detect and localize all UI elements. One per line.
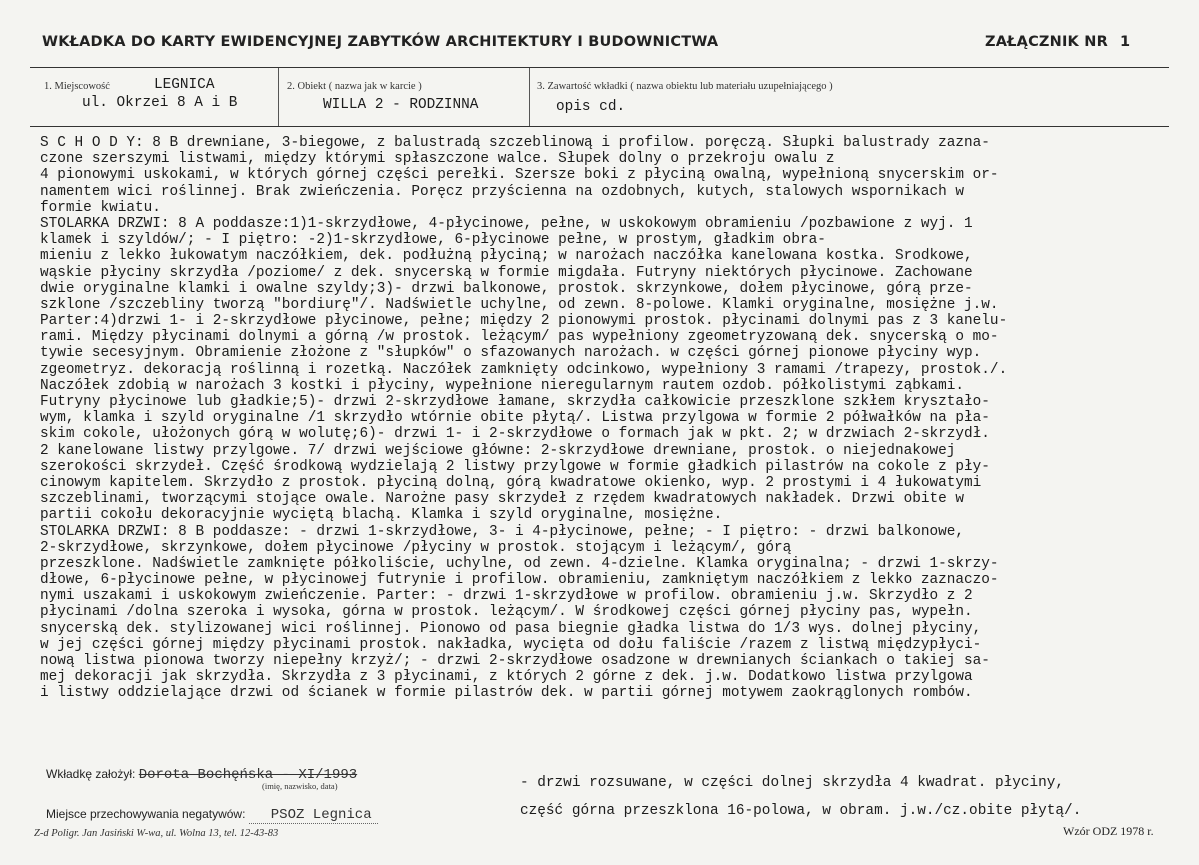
description-line: namentem wici roślinnej. Brak zwieńczenia. Poręcz przyścienna na ozdobnych, kutych, stalowych wspornikach w: [40, 183, 965, 200]
description-line: dwie oryginalne klamki i owalne szyldy;3)- drzwi balkonowe, prostok. skrzynkowe, dołem płycinowe, górą prze-: [40, 280, 973, 297]
field-2-value: WILLA 2 - RODZINNA: [323, 97, 479, 113]
description-line: Naczółek zdobią w narożach 3 kostki i płyciny, wypełnione nieregularnym rautem ozdob. półkolistymi ząbkami.: [40, 377, 965, 394]
field-1-address: ul. Okrzei 8 A i B: [82, 95, 238, 111]
card-title: WKŁADKA DO KARTY EWIDENCYJNEJ ZABYTKÓW ARCHITEKTURY I BUDOWNICTWA: [42, 34, 719, 50]
description-line: nową listwa pionowa tworzy niepełny krzyż/; - drzwi 2-skrzydłowe osadzone w drewnianych ściankach o takiej sa-: [40, 653, 990, 669]
description-line: skim cokole, ułożonych górą w wolutę;6)- drzwi 1- i 2-skrzydłowe o formach jak w pkt. 2; w drzwiach 2-skrzydł.: [40, 426, 990, 443]
description-line: partii cokołu dekoracyjnie wyciętą blachą. Klamka i szyld oryginalne, mosiężne.: [40, 507, 723, 524]
description-line: czone szerszymi listwami, między którymi spłaszczone walce. Słupek dolny o przekroju owalu z: [40, 151, 835, 168]
description-line: dłowe, 6-płycinowe pełne, w płycinowej futrynie i profilow. obramieniu, zamkniętym naczółkiem z lekko zaznaczo-: [40, 572, 999, 589]
description-line: 2-skrzydłowe, skrzynkowe, dołem płycinowe /płyciny w prostok. stojącym i leżącym/, górą: [40, 539, 792, 556]
field-divider-1: [278, 68, 279, 126]
annex-number: 1: [1119, 34, 1131, 50]
description-text: [40, 135, 1170, 702]
storage-value: PSOZ Legnica: [249, 807, 378, 824]
field-3-value: opis cd.: [556, 99, 626, 115]
description-line: szczeblinami, tworzącymi stojące owale. Narożne pasy skrzydeł z rzędem kwadratowych nakładek. Drzwi obite w: [40, 491, 965, 508]
description-line: S C H O D Y: 8 B drewniane, 3-biegowe, z balustradą szczeblinową i profilow. poręczą. Słupki balustrady zazna-: [40, 135, 990, 151]
description-line: STOLARKA DRZWI: 8 B poddasze: - drzwi 1-skrzydłowe, 3- i 4-płycinowe, pełne; - I piętro: - drzwi balkonowe,: [40, 523, 965, 540]
annex-heading: [985, 34, 1130, 50]
description-line: formie kwiatu.: [40, 199, 161, 216]
description-line: mieniu z lekko łukowatym naczółkiem, dek. podłużną płyciną; w narożach naczółka kanelowana kostka. Środkowe,: [40, 248, 973, 265]
field-1-city: LEGNICA: [154, 77, 215, 93]
description-line: przeszklone. Nadświetle zamknięte półkoliście, uchylne, od zewn. 4-dzielne. Klamka oryginalna; - drzwi 1-skrzy-: [40, 555, 999, 572]
description-line: i listwy oddzielające drzwi od ścianek w formie pilastrów dek. w partii górnej motywem zaokrąglonych rombów.: [40, 685, 973, 702]
description-line: płycinami /dolna szeroka i wysoka, górna w prostok. leżącym/. W środkowej części górnej płyciny pas, wypełn.: [40, 604, 973, 621]
description-line: wym, klamka i szyld oryginalne /1 skrzydło wtórnie obite płytą/. Listwa przylgowa w formie 2 półwałków na pła-: [40, 410, 990, 427]
description-line: tywie secesyjnym. Obramienie złożone z "słupków" o sfazowanych narożach. w części górnej pionowe płyciny wyp.: [40, 345, 982, 362]
description-line: klamek i szyldów/; - I piętro: -2)1-skrzydłowe, 6-płycinowe pełne, w prostym, gładkim obra-: [40, 232, 826, 249]
founded-label: Wkładkę założył:: [46, 767, 136, 781]
description-line: w jej części górnej między płycinami prostok. nakładka, wycięta od dołu faliście /razem z listwą międzypłyci-: [40, 636, 982, 653]
description-line: 2 kanelowane listwy przylgowe. 7/ drzwi wejściowe główne: 2-skrzydłowe drewniane, prostok. o niejednakowej: [40, 442, 956, 459]
description-line: szerokości skrzydeł. Część środkową wydzielają 2 listwy przylgowe w formie gładkich pilastrów na cokole z pły-: [40, 458, 990, 475]
field-1-label: 1. Miejscowość: [44, 81, 110, 92]
description-line: STOLARKA DRZWI: 8 A poddasze:1)1-skrzydłowe, 4-płycinowe, pełne, w uskokowym obramieniu /pozbawione z wyj. 1: [40, 215, 973, 232]
storage-row: [46, 807, 378, 823]
description-line: snycerską dek. stylizowanej wici roślinnej. Pionowo od pasa biegnie gładka listwa do 1/3 wys. dolnej płyciny,: [40, 620, 982, 637]
description-line: zgeometryz. dekoracją roślinną i rozetką. Naczółek zamknięty odcinkowo, wypełniony 3 ramami /trapezy, prostok./.: [40, 361, 1008, 378]
description-line: Futryny płycinowe lub gładkie;5)- drzwi 2-skrzydłowe łamane, skrzydła całkowicie przeszklone szkłem kryształo-: [40, 394, 990, 410]
form-pattern: Wzór ODZ 1978 r.: [1063, 824, 1154, 838]
description-line: szklone /szczebliny tworzą "bordiurę"/. Nadświetle uchylne, od zewn. 8-polowe. Klamki oryginalne, mosiężne j.w.: [40, 296, 999, 313]
description-line: mej dekoracji jak skrzydła. Skrzydła z 3 płycinami, z których 2 górne z dek. j.w. Dodatkowo listwa przylgowa: [40, 669, 973, 686]
field-2-label: 2. Obiekt ( nazwa jak w karcie ): [287, 81, 422, 92]
description-line: nymi uszakami i uskokowym zwieńczenie. Parter: - drzwi 1-skrzydłowe w profilow. obramieniu j.w. Skrzydło z 2: [40, 588, 973, 605]
tail-line-1: - drzwi rozsuwane, w części dolnej skrzydła 4 kwadrat. płyciny,: [520, 775, 1065, 791]
description-line: rami. Między płycinami dolnymi a górną /w prostok. leżącym/ pas wypełniony zgeometryzowaną dek. snycerską o mo-: [40, 329, 999, 346]
storage-label: Miejsce przechowywania negatywów:: [46, 807, 246, 821]
field-divider-2: [529, 68, 530, 126]
description-line: wąskie płyciny skrzydła /poziome/ z dek. snycerską w formie migdała. Futryny niektórych płycinowe. Zachowane: [40, 264, 973, 281]
founded-value: Dorota Bochęńska - XI/1993: [138, 767, 358, 783]
founded-hint: (imię, nazwisko, data): [262, 781, 338, 791]
header-top-rule: [30, 67, 1169, 68]
tail-line-2: część górna przeszklona 16-polowa, w obram. j.w./cz.obite płytą/.: [520, 803, 1082, 819]
header-bottom-rule: [30, 126, 1169, 127]
field-3-label: 3. Zawartość wkładki ( nazwa obiektu lub materiału uzupełniającego ): [537, 81, 833, 92]
annex-label: ZAŁĄCZNIK NR: [985, 34, 1108, 50]
description-line: cinowym kapitelem. Skrzydło z prostok. płyciną dolną, górą kwadratowe okienko, wyp. 2 prostymi i 4 łukowatymi: [40, 474, 982, 491]
description-line: Parter:4)drzwi 1- i 2-skrzydłowe płycinowe, pełne; między 2 pionowymi prostok. płycinami dolnymi pas z 3 kanelu-: [40, 313, 1008, 330]
printer-imprint: Z-d Poligr. Jan Jasiński W-wa, ul. Wolna 13, tel. 12-43-83: [34, 828, 279, 839]
description-line: 4 pionowymi uskokami, w których górnej części perełki. Szersze boki z płyciną owalną, wypełnioną snycerskim or-: [40, 167, 999, 184]
